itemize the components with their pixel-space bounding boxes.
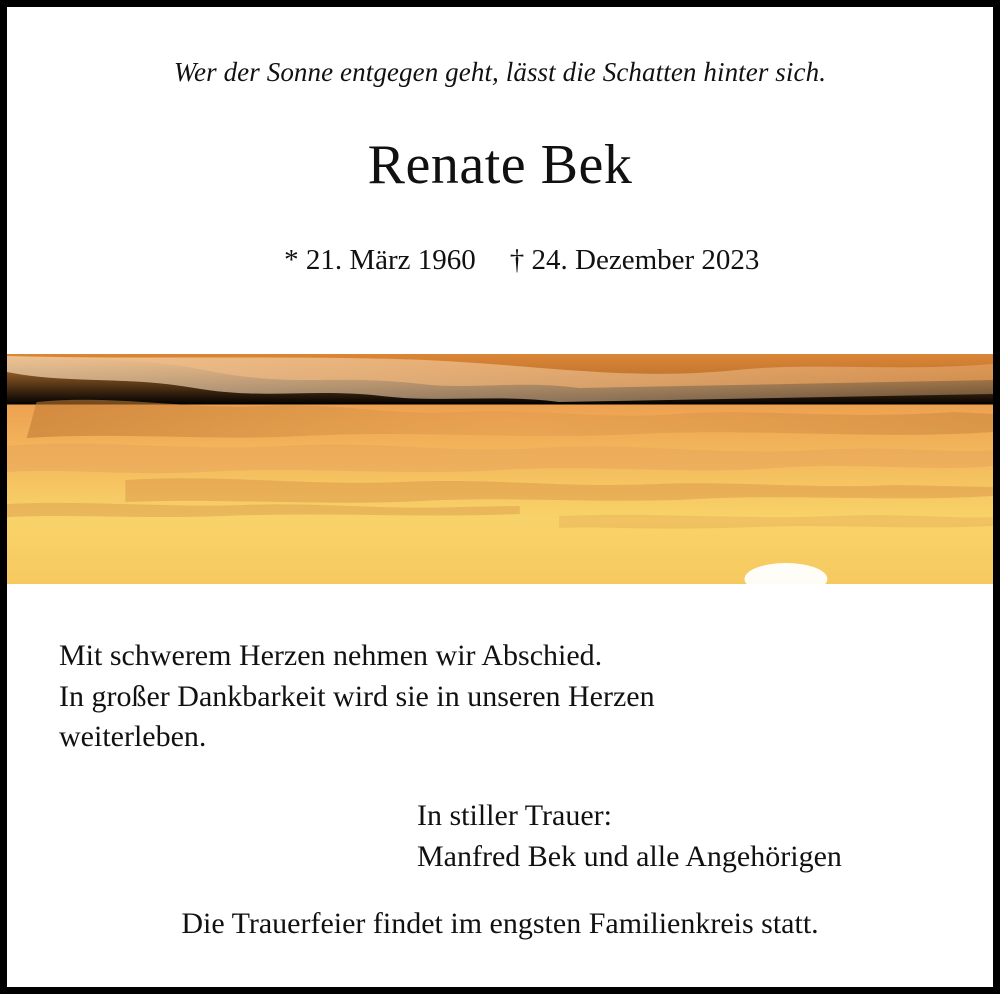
mourners-heading: In stiller Trauer: (417, 799, 612, 833)
birth-date: * 21. März 1960 (284, 243, 476, 276)
memorial-message (7, 636, 993, 758)
mourners-block (7, 796, 993, 878)
message-line: weiterleben. (59, 720, 207, 754)
life-dates (7, 211, 993, 310)
death-date: † 24. Dezember 2023 (509, 243, 760, 276)
message-line: In großer Dankbarkeit wird sie in unseren Herzen (59, 679, 655, 713)
message-line: Mit schwerem Herzen nehmen wir Abschied. (59, 638, 603, 672)
memorial-quote: Wer der Sonne entgegen geht, lässt die Schatten hinter sich. (173, 57, 827, 87)
obituary-inner (7, 7, 993, 987)
sunset-clouds-photo (7, 354, 993, 584)
sunset-illustration (7, 354, 993, 584)
deceased-name: Renate Bek (367, 134, 633, 196)
mourners-names: Manfred Bek und alle Angehörigen (417, 839, 842, 873)
ceremony-note: Die Trauerfeier findet im engsten Familienkreis statt. (181, 907, 819, 940)
